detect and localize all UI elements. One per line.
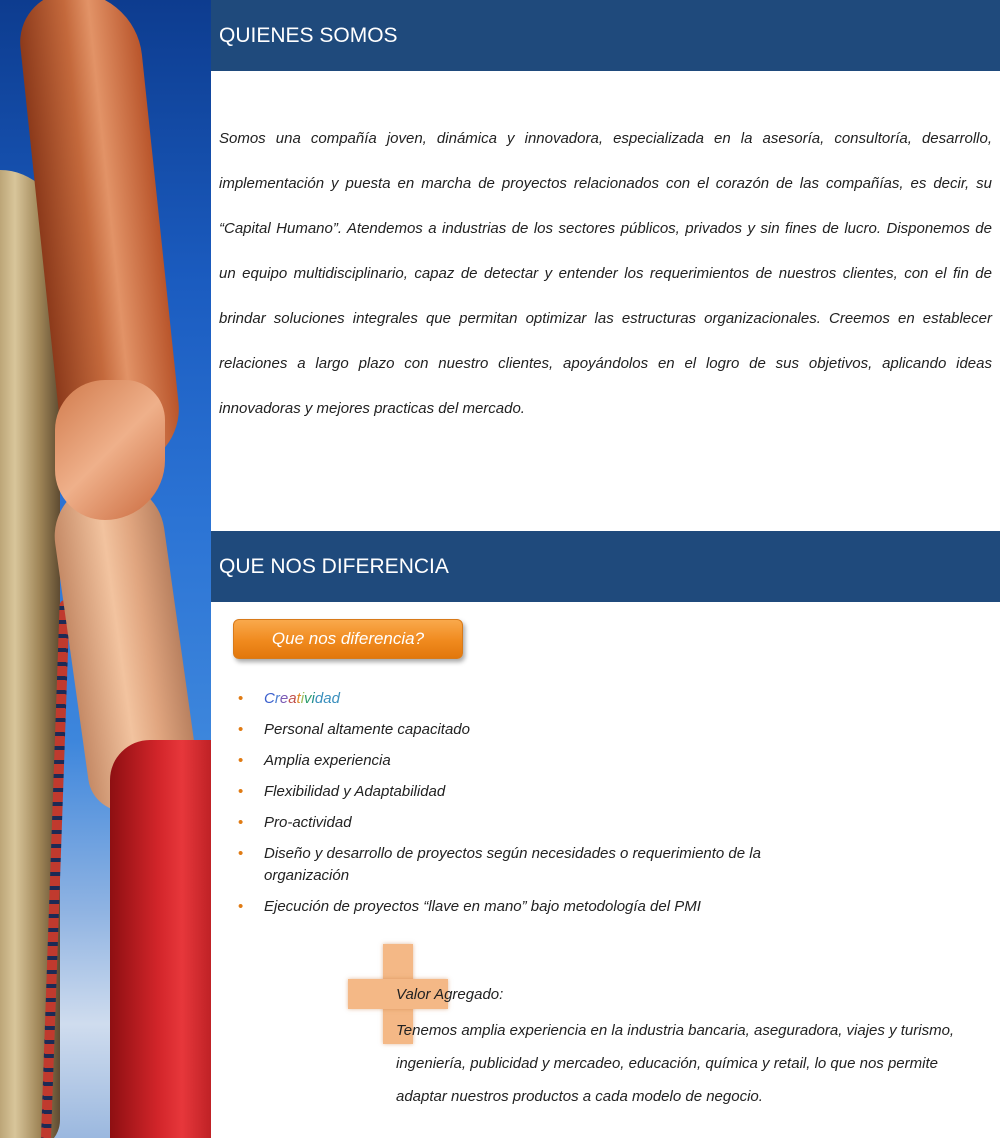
differentiators-button[interactable]: [233, 619, 463, 659]
about-section-title: QUIENES SOMOS: [219, 23, 398, 47]
bullet-icon: •: [238, 898, 244, 915]
list-item: [238, 812, 838, 834]
bullet-icon: •: [238, 845, 244, 862]
differentiators-section-title: QUE NOS DIFERENCIA: [219, 554, 449, 578]
value-added-text: Tenemos amplia experiencia en la industria bancaria, aseguradora, viajes y turismo, ingeniería, publicidad y mercadeo, educación, química y retail, lo que nos permite adaptar nuestros productos a cada modelo de negocio.: [396, 1022, 955, 1105]
bullet-icon: •: [238, 690, 244, 707]
list-item: [238, 719, 838, 741]
climbing-hands-photo: [0, 0, 211, 1138]
list-item-label: Ejecución de proyectos “llave en mano” bajo metodología del PMI: [264, 898, 701, 915]
list-item-label: Amplia experiencia: [264, 752, 391, 769]
about-paragraph: Somos una compañía joven, dinámica y innovadora, especializada en la asesoría, consultoría, desarrollo, implementación y puesta en marcha de proyectos relacionados con el corazón de las compañías, es decir, su “Capital Humano”. Atendemos a industrias de los sectores públicos, privados y sin fines de lucro. Disponemos de un equipo multidisciplinario, capaz de detectar y entender los requerimientos de nuestros clientes, con el fin de brindar soluciones integrales que permitan optimizar las estructuras organizacionales. Creemos en establecer relaciones a largo plazo con nuestro clientes, apoyándolos en el logro de sus objetivos, aplicando ideas innovadoras y mejores practicas del mercado.: [219, 130, 992, 417]
differentiators-section-header: [211, 531, 1000, 602]
list-item-label-creatividad: Creatividad: [264, 690, 340, 707]
differentiators-button-label: Que nos diferencia?: [271, 629, 425, 648]
bullet-icon: •: [238, 783, 244, 800]
list-item: [238, 843, 838, 887]
list-item-label: Diseño y desarrollo de proyectos según necesidades o requerimiento de la organización: [264, 845, 761, 884]
value-added-title: Valor Agregado:: [396, 986, 504, 1003]
bullet-icon: •: [238, 752, 244, 769]
list-item-label: Flexibilidad y Adaptabilidad: [264, 783, 446, 800]
about-section-header: [211, 0, 1000, 71]
bullet-icon: •: [238, 721, 244, 738]
list-item: [238, 896, 838, 918]
list-item: [238, 750, 838, 772]
list-item: [238, 688, 838, 710]
list-item-label: Pro-actividad: [264, 814, 352, 831]
list-item: [238, 781, 838, 803]
clasped-hands-shape: [55, 380, 165, 520]
red-sleeve-shape: [110, 740, 211, 1138]
bullet-icon: •: [238, 814, 244, 831]
list-item-label: Personal altamente capacitado: [264, 721, 470, 738]
differentiators-list: [238, 688, 838, 918]
